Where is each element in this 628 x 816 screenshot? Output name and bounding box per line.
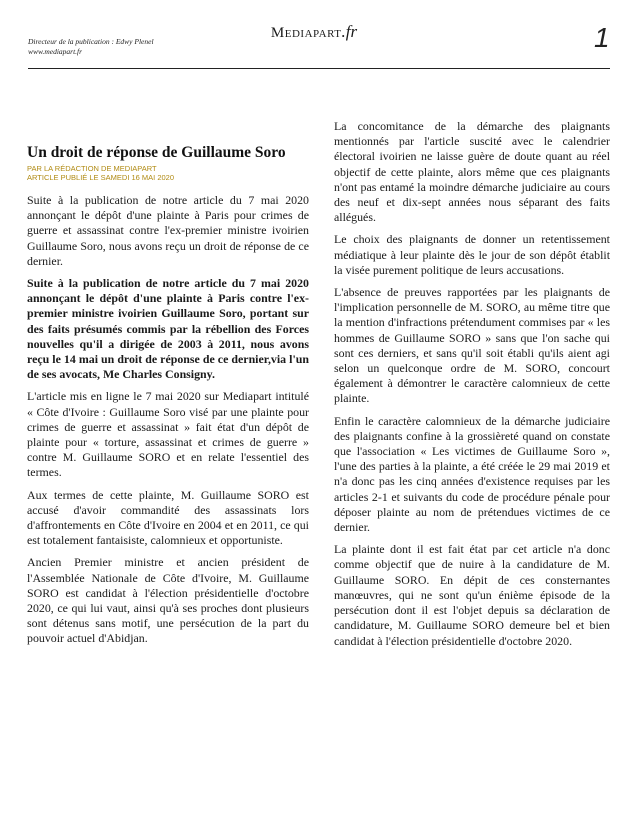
website-url: www.mediapart.fr [28, 47, 83, 56]
article-paragraph: Le choix des plaignants de donner un retentissement médiatique à leur plainte dès le jour de son dépôt établit la visée purement politique de leurs accusations. [334, 232, 610, 277]
brand-logo [0, 22, 628, 42]
article-paragraph-bold: Suite à la publication de notre article du 7 mai 2020 annonçant le dépôt d'une plainte à Paris contre l'ex-premier ministre ivoirien Guillaume Soro, portant sur des faits présumés commis par la rébellion des Forces nouvelles qu'il a dirigée de 2003 à 2011, nous avons reçu le 14 mai un droit de réponse de ce dernier,via l'un de ses avocats, Me Charles Consigny. [27, 276, 309, 382]
header-divider [28, 68, 610, 69]
article-paragraph: Suite à la publication de notre article du 7 mai 2020 annonçant le dépôt d'une plainte à Paris pour crimes de guerre et assassinat contre l'ex-premier ministre ivoirien Guillaume Soro, nous avons reçu un droit de réponse de ce dernier. [27, 193, 309, 268]
article-column-left [27, 144, 309, 654]
article-author: PAR LA RÉDACTION DE MEDIAPART [27, 164, 157, 173]
article-paragraph: Aux termes de cette plainte, M. Guillaume SORO est accusé d'avoir commandité des assassinats lors d'affrontements en Côte d'Ivoire en 2004 et en 2011, ce qui est totalement fantaisiste, calomnieux et opportuniste. [27, 487, 309, 548]
article-paragraph: L'article mis en ligne le 7 mai 2020 sur Mediapart intitulé « Côte d'Ivoire : Guillaume Soro visé par une plainte pour crimes de guerre et assassinat » fait état d'un dépôt de plainte pour « torture, assassinat et crimes de guerre » contre M. Guillaume SORO et en relate l'essentiel des termes. [27, 389, 309, 480]
article-paragraph: L'absence de preuves rapportées par les plaignants de l'implication personnelle de M. SORO, au même titre que la mention d'infractions prétendument commises par « les hommes de Guillaume SORO » sans que l'on sache qui sont ces derniers, et sans qu'il soit établi qu'ils aient agi selon un quelconque ordre de M. SORO, concourt également à démontrer le caractère calomnieux de cette plainte. [334, 285, 610, 406]
article-paragraph: Ancien Premier ministre et ancien président de l'Assemblée Nationale de Côte d'Ivoire, M. Guillaume SORO est candidat à l'élection présidentielle d'octobre 2020, ce qui lui vaut, ainsi qu'à ses proches dont plusieurs sont détenus sans motif, une persécution de la part du pouvoir actuel d'Abidjan. [27, 555, 309, 646]
article-paragraph: Enfin le caractère calomnieux de la démarche judiciaire des plaignants confine à la grossièreté quand on constate que l'association « Les victimes de Guillaume Soro », l'une des parties à la plainte, a été créée le 29 mai 2019 et n'a donc pas les cinq années d'existence requises par les articles 2-1 et suivants du code de procédure pénale pour déposer plainte au nom de prétendues victimes de ce dernier. [334, 413, 610, 535]
brand-tld: .fr [341, 22, 358, 41]
publication-director: Directeur de la publication : Edwy Plenel [28, 37, 154, 46]
brand-name: Mediapart [270, 25, 342, 41]
article-title: Un droit de réponse de Guillaume Soro [27, 144, 286, 161]
article-column-right [334, 119, 610, 656]
article-date: ARTICLE PUBLIÉ LE SAMEDI 16 MAI 2020 [27, 173, 175, 182]
page-number: 1 [594, 22, 610, 53]
article-paragraph: La concomitance de la démarche des plaignants mentionnés par l'article suscité avec le calendrier électoral ivoirien ne laisse guère de doute quant au réel objectif de cette plainte, alors même que ces plaignants n'ont pas entamé la moindre démarche judiciaire au cours des neuf et dix-sept années nous séparant des faits allégués. [334, 119, 610, 225]
article-paragraph: La plainte dont il est fait état par cet article n'a donc comme objectif que de nuire à la candidature de M. Guillaume SORO. En dépit de ces consternantes manœuvres, qui ne sont qu'un énième épisode de la persécution dont il est l'objet depuis sa déclaration de candidature, M. Guillaume SORO demeure bel et bien candidat à l'élection présidentielle d'octobre 2020. [334, 542, 610, 648]
